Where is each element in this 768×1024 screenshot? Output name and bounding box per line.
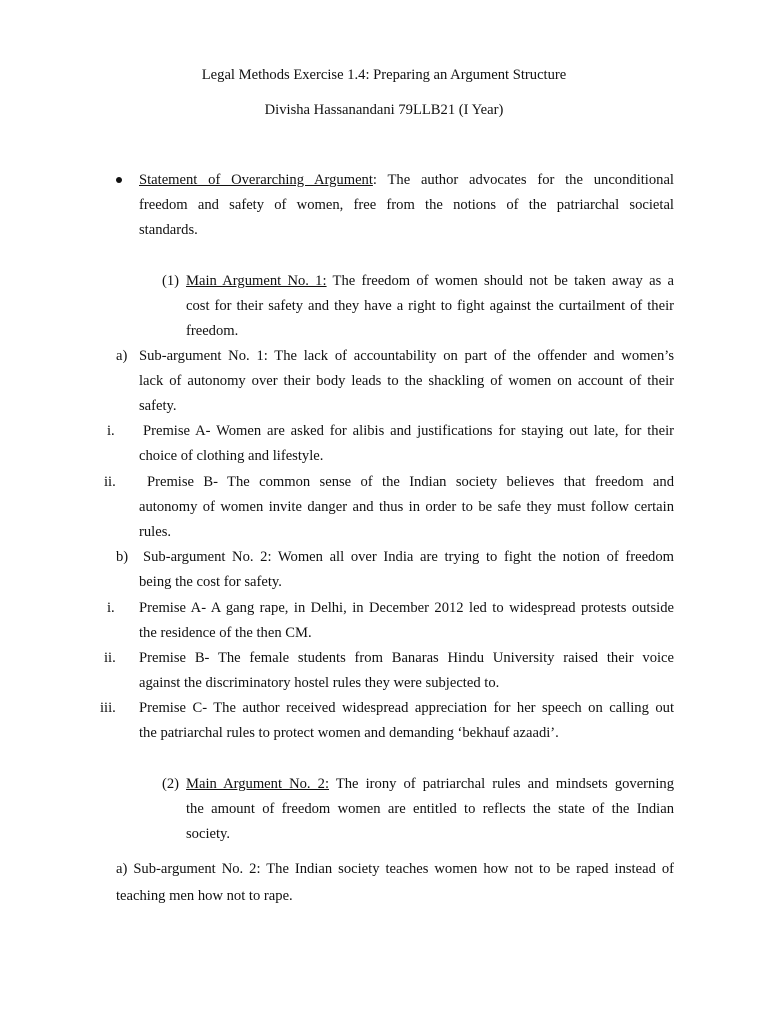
premise-b-ii-line-1: Premise B- The female students from Banaras Hindu University raised their voice <box>139 650 674 666</box>
overarching-heading: Statement of Overarching Argument <box>139 172 373 188</box>
main-argument-1-marker: (1) <box>162 273 180 289</box>
premise-b-i-line-2: the residence of the then CM. <box>139 625 312 641</box>
premise-a-ii-marker: ii. <box>104 474 116 490</box>
premise-a-ii-line-3: rules. <box>139 524 172 540</box>
sub-argument-a-line-2: lack of autonomy over their body leads to the shackling of women on account of their <box>139 373 674 389</box>
main-argument-2-heading: Main Argument No. 2: <box>186 776 330 792</box>
sub-argument-b-line-2: being the cost for safety. <box>139 574 282 590</box>
premise-b-i-marker: i. <box>107 600 115 616</box>
main-argument-1-line-3: freedom. <box>186 323 239 339</box>
sub-argument-a-marker: a) <box>116 348 128 364</box>
premise-b-iii-marker: iii. <box>100 700 116 716</box>
main-argument-1-line-1: Main Argument No. 1: The freedom of women should not be taken away as a <box>186 273 674 289</box>
sub-argument-2a-line-2: teaching men how not to rape. <box>116 888 293 904</box>
sub-argument-2a-line-1: a) Sub-argument No. 2: The Indian society teaches women how not to be raped instead of <box>116 861 674 877</box>
main-argument-1-heading: Main Argument No. 1: <box>186 273 327 289</box>
main-argument-2-marker: (2) <box>162 776 180 792</box>
author-line: Divisha Hassanandani 79LLB21 (I Year) <box>264 102 504 118</box>
premise-b-iii-line-2: the patriarchal rules to protect women and demanding ‘bekhauf azaadi’. <box>139 725 559 741</box>
main-argument-2-line-1: Main Argument No. 2: The irony of patriarchal rules and mindsets governing <box>186 776 674 792</box>
overarching-statement-line-1: Statement of Overarching Argument: The author advocates for the unconditional <box>139 172 674 188</box>
bullet-icon <box>116 177 122 183</box>
premise-a-ii-line-2: autonomy of women invite danger and thus in order to be safe they must follow certain <box>139 499 674 515</box>
premise-a-i-marker: i. <box>107 423 115 439</box>
premise-b-ii-line-2: against the discriminatory hostel rules they were subjected to. <box>139 675 500 691</box>
main-argument-2-line-3: society. <box>186 826 231 842</box>
sub-argument-a-line-1: Sub-argument No. 1: The lack of accountability on part of the offender and women’s <box>139 348 674 364</box>
main-argument-2-line-2: the amount of freedom women are entitled to reflects the state of the Indian <box>186 801 674 817</box>
sub-argument-b-marker: b) <box>116 549 129 565</box>
premise-a-i-line-1: Premise A- Women are asked for alibis and justifications for staying out late, for their <box>143 423 674 439</box>
overarching-statement-line-2: freedom and safety of women, free from the notions of the patriarchal societal <box>139 197 674 213</box>
premise-a-i-line-2: choice of clothing and lifestyle. <box>139 448 324 464</box>
premise-b-ii-marker: ii. <box>104 650 116 666</box>
overarching-statement-line-3: standards. <box>139 222 198 238</box>
sub-argument-a-line-3: safety. <box>139 398 177 414</box>
document-title: Legal Methods Exercise 1.4: Preparing an Argument Structure <box>201 67 567 83</box>
main-argument-1-line-2: cost for their safety and they have a right to fight against the curtailment of their <box>186 298 674 314</box>
premise-b-i-line-1: Premise A- A gang rape, in Delhi, in December 2012 led to widespread protests outside <box>139 600 674 616</box>
premise-a-ii-line-1: Premise B- The common sense of the Indian society believes that freedom and <box>147 474 674 490</box>
premise-b-iii-line-1: Premise C- The author received widespread appreciation for her speech on calling out <box>139 700 674 716</box>
sub-argument-b-line-1: Sub-argument No. 2: Women all over India are trying to fight the notion of freedom <box>143 549 674 565</box>
